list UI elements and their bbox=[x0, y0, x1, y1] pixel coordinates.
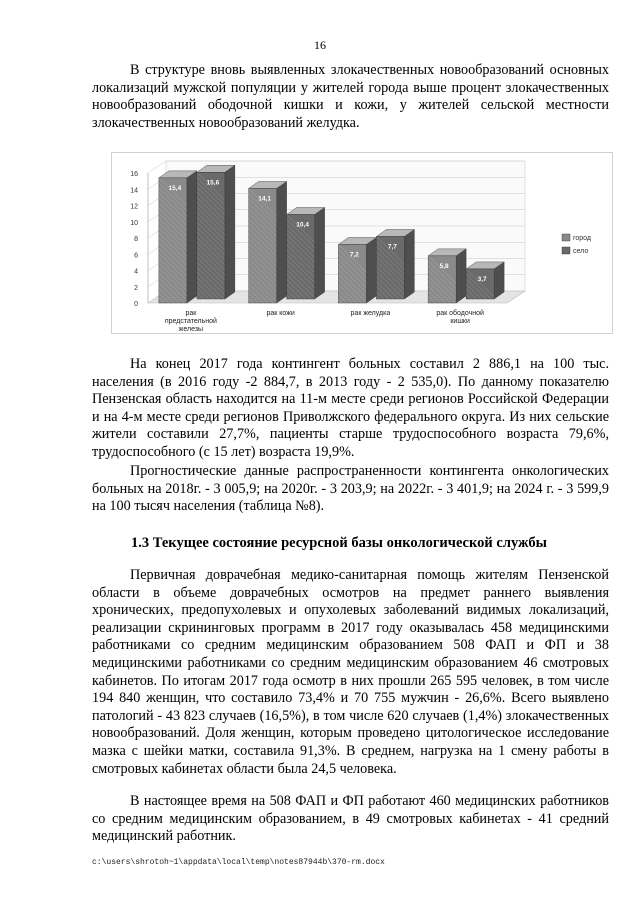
y-tick-label: 4 bbox=[134, 268, 138, 276]
y-tick-label: 8 bbox=[134, 236, 138, 243]
paragraph-contingent: На конец 2017 года контингент больных составил 2 886,1 на 100 тыс. населения (в 2016 году -2 884,7, в 2013 году - 2 535,0). По данному показателю Пензенская область находится на 11-м месте среди регионов Российской Федерации и на 4-м месте среди регионов Приволжского федерального округа. Из них сельские жители составили 27,7%, пациенты старше трудоспособного возраста 79,6%, трудоспособного (с 15 лет) возраста 19,9%. bbox=[92, 356, 609, 460]
data-label: 10,4 bbox=[296, 221, 309, 229]
y-tick-label: 14 bbox=[130, 187, 138, 195]
category-label: рак ободочной bbox=[436, 310, 484, 317]
bar-chart bbox=[111, 152, 613, 334]
category-label: рак bbox=[185, 310, 197, 317]
legend-label: город bbox=[573, 235, 592, 242]
data-label: 7,2 bbox=[349, 251, 359, 259]
category-label: кишки bbox=[450, 318, 470, 325]
data-label: 15,4 bbox=[168, 184, 182, 192]
bar bbox=[249, 188, 277, 303]
paragraph-structure: В структуре вновь выявленных злокачественных новообразований основных локализаций мужской популяции у жителей города выше процент злокачественных новообразований ободочной кишки и кожи, у жителей сельской местности злокачественных новообразований желудка. bbox=[92, 62, 609, 131]
bar-side bbox=[225, 165, 235, 299]
y-tick-label: 12 bbox=[130, 203, 138, 211]
category-label: рак кожи bbox=[266, 310, 295, 317]
bar-side bbox=[315, 208, 325, 300]
y-tick-label: 2 bbox=[134, 284, 138, 292]
bar-side bbox=[187, 171, 197, 303]
data-label: 5,8 bbox=[439, 262, 449, 270]
category-label: рак желудка bbox=[350, 310, 391, 317]
y-tick-label: 6 bbox=[134, 252, 138, 260]
legend-swatch bbox=[562, 234, 570, 241]
y-tick-label: 10 bbox=[130, 219, 138, 227]
gridline-diagonal bbox=[148, 161, 166, 173]
data-label: 7,7 bbox=[387, 243, 397, 251]
bar-side bbox=[456, 249, 466, 303]
paragraph-current-staff: В настоящее время на 508 ФАП и ФП работают 460 медицинских работников со средним медицинским образованием, в 49 смотровых кабинетах - 41 средний медицинский работник. bbox=[92, 793, 609, 845]
bar-side bbox=[404, 229, 414, 299]
bar-side bbox=[366, 238, 376, 304]
bar-side bbox=[277, 181, 287, 303]
legend-swatch bbox=[562, 247, 570, 254]
legend-label: село bbox=[573, 248, 589, 255]
section-heading: 1.3 Текущее состояние ресурсной базы онкологической службы bbox=[131, 535, 547, 551]
chart-canvas bbox=[112, 153, 612, 333]
y-tick-label: 16 bbox=[130, 171, 138, 178]
paragraph-primary-care: Первичная доврачебная медико-санитарная помощь жителям Пензенской области в объеме доврачебных осмотров на предмет раннего выявления хронических, предопухолевых и опухолевых заболеваний видимых локализаций, реализации скрининговых программ в 2017 году оказывалась 458 медицинскими работниками со средним медицинским образованием 508 ФАП и ФП и 38 медицинскими работниками со средним медицинским образованием 46 смотровых кабинетов. По итогам 2017 года осмотр в них прошли 265 595 человек, в том числе 194 840 женщин, что составило 73,4% и 70 755 мужчин - 26,6%. Всего выявлено патологий - 43 823 случаев (16,5%), в том числе 620 случаев (1,4%) злокачественных новообразований. Доля женщин, которым проведено цитологическое исследование мазка с шейки матки, составила 91,3%. В среднем, нагрузка на 1 смену работы в смотровых кабинетах области была 24,5 человека. bbox=[92, 567, 609, 777]
y-tick-label: 0 bbox=[134, 301, 138, 308]
paragraph-forecast: Прогностические данные распространенности контингента онкологических больных на 2018г. - 3 005,9; на 2020г. - 3 203,9; на 2022г. - 3 401,9; на 2024 г. - 3 599,9 на 100 тысяч населения (таблица №8). bbox=[92, 463, 609, 515]
category-label: железы bbox=[178, 326, 204, 333]
data-label: 15,6 bbox=[206, 179, 220, 187]
category-label: предстательной bbox=[164, 318, 217, 325]
footer-file-path: c:\users\shrotoh~1\appdata\local\temp\notes87944b\370-rm.docx bbox=[92, 858, 385, 867]
page-number: 16 bbox=[314, 38, 326, 52]
data-label: 14,1 bbox=[258, 195, 271, 203]
data-label: 3,7 bbox=[477, 275, 487, 283]
